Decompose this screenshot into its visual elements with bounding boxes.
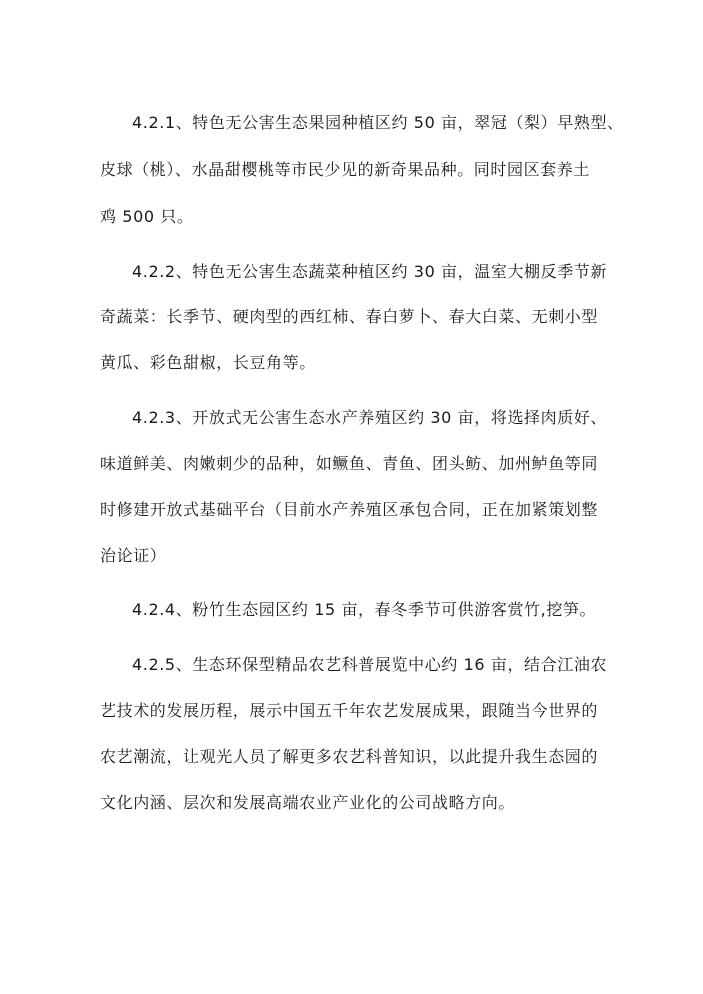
section-4-2-1-line-3: 鸡 500 只。 — [100, 207, 194, 226]
section-4-2-3-line-2: 味道鲜美、肉嫩刺少的品种，如鳜鱼、青鱼、团头鲂、加州鲈鱼等同 — [100, 454, 599, 473]
section-4-2-2-line-2: 奇蔬菜：长季节、硬肉型的西红柿、春白萝卜、春大白菜、无刺小型 — [100, 307, 599, 326]
section-4-2-4-line-1: 4.2.4、粉竹生态园区约 15 亩，春冬季节可供游客赏竹,挖笋。 — [132, 600, 597, 619]
section-4-2-1-line-1: 4.2.1、特色无公害生态果园种植区约 50 亩，翠冠（梨）早熟型、 — [132, 113, 624, 132]
section-4-2-3-line-4: 治论证） — [100, 546, 167, 565]
section-4-2-5-line-1: 4.2.5、生态环保型精品农艺科普展览中心约 16 亩，结合江油农 — [132, 655, 608, 674]
section-4-2-2-line-3: 黄瓜、彩色甜椒，长豆角等。 — [100, 353, 316, 372]
section-4-2-1-line-2: 皮球（桃）、水晶甜樱桃等市民少见的新奇果品种。同时园区套养土 — [100, 160, 591, 179]
section-4-2-3-line-3: 时修建开放式基础平台（目前水产养殖区承包合同，正在加紧策划整 — [100, 500, 599, 519]
section-4-2-2-line-1: 4.2.2、特色无公害生态蔬菜种植区约 30 亩，温室大棚反季节新 — [132, 262, 608, 281]
section-4-2-5-line-3: 农艺潮流，让观光人员了解更多农艺科普知识，以此提升我生态园的 — [100, 747, 599, 766]
section-4-2-5-line-2: 艺技术的发展历程，展示中国五千年农艺发展成果，跟随当今世界的 — [100, 701, 599, 720]
section-4-2-3-line-1: 4.2.3、开放式无公害生态水产养殖区约 30 亩，将选择肉质好、 — [132, 408, 608, 427]
section-4-2-5-line-4: 文化内涵、层次和发展高端农业产业化的公司战略方向。 — [100, 793, 516, 812]
